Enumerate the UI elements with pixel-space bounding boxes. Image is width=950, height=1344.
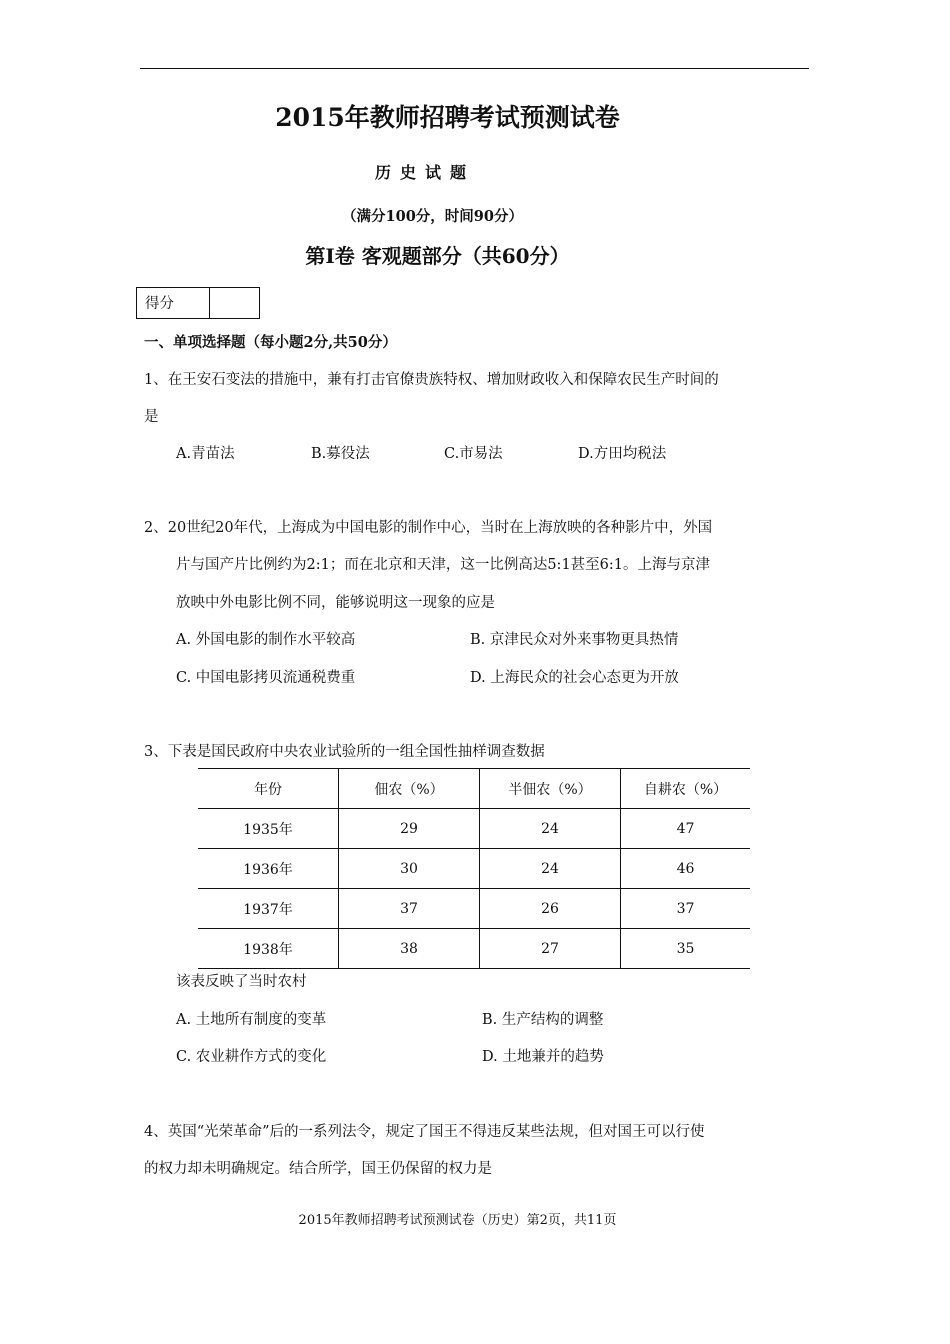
question-2-option-d: D. 上海民众的社会心态更为开放 xyxy=(470,670,679,686)
question-1-line-1: 1、在王安石变法的措施中，兼有打击官僚贵族特权、增加财政收入和保障农民生产时间的 xyxy=(144,372,719,388)
question-2-line-3: 放映中外电影比例不同，能够说明这一现象的应是 xyxy=(176,595,495,611)
table-cell: 37 xyxy=(339,889,480,929)
question-1-option-c: C.市易法 xyxy=(444,446,503,462)
table-cell: 46 xyxy=(621,849,751,889)
table-row xyxy=(198,809,750,849)
table-row xyxy=(198,889,750,929)
question-4-line-2: 的权力却未明确规定。结合所学，国王仍保留的权力是 xyxy=(144,1161,492,1177)
table-row xyxy=(198,849,750,889)
survey-table xyxy=(198,768,750,969)
question-3-after: 该表反映了当时农村 xyxy=(176,974,307,990)
table-header: 年份 xyxy=(198,769,339,809)
table-cell: 26 xyxy=(480,889,621,929)
table-cell: 37 xyxy=(621,889,751,929)
question-3-option-c: C. 农业耕作方式的变化 xyxy=(176,1049,327,1065)
page-footer: 2015年教师招聘考试预测试卷（历史）第2页，共11页 xyxy=(298,1213,617,1228)
table-cell: 30 xyxy=(339,849,480,889)
table-cell: 24 xyxy=(480,849,621,889)
table-header: 半佃农（%） xyxy=(480,769,621,809)
table-cell: 38 xyxy=(339,929,480,969)
question-2-line-1: 2、20世纪20年代，上海成为中国电影的制作中心，当时在上海放映的各种影片中，外国 xyxy=(144,520,713,536)
question-1-line-2: 是 xyxy=(144,409,159,425)
question-1-option-b: B.募役法 xyxy=(311,446,370,462)
table-header-row xyxy=(198,769,750,809)
table-header: 自耕农（%） xyxy=(621,769,751,809)
exam-note: （满分100分，时间90分） xyxy=(342,208,523,225)
question-2-option-b: B. 京津民众对外来事物更具热情 xyxy=(470,632,679,648)
table-header: 佃农（%） xyxy=(339,769,480,809)
table-cell: 1936年 xyxy=(198,849,339,889)
score-label: 得分 xyxy=(137,288,210,318)
table-cell: 24 xyxy=(480,809,621,849)
exam-title: 2015年教师招聘考试预测试卷 xyxy=(275,103,620,132)
question-1-option-d: D.方田均税法 xyxy=(578,446,667,462)
table-cell: 29 xyxy=(339,809,480,849)
question-3-option-a: A. 土地所有制度的变革 xyxy=(176,1012,327,1028)
question-2-option-c: C. 中国电影拷贝流通税费重 xyxy=(176,670,356,686)
table-cell: 35 xyxy=(621,929,751,969)
table-cell: 1937年 xyxy=(198,889,339,929)
question-2-line-2: 片与国产片比例约为2:1；而在北京和天津，这一比例高达5:1甚至6:1。上海与京津 xyxy=(176,557,711,573)
question-1-option-a: A.青苗法 xyxy=(176,446,235,462)
part-heading: 第Ⅰ卷 客观题部分（共60分） xyxy=(305,244,570,268)
table-row xyxy=(198,929,750,969)
exam-subject: 历史试题 xyxy=(374,163,475,182)
question-3-line-1: 3、下表是国民政府中央农业试验所的一组全国性抽样调查数据 xyxy=(144,744,545,760)
question-3-option-d: D. 土地兼并的趋势 xyxy=(482,1049,604,1065)
table-cell: 1938年 xyxy=(198,929,339,969)
question-4-line-1: 4、英国“光荣革命”后的一系列法令，规定了国王不得违反某些法规，但对国王可以行使 xyxy=(144,1124,705,1140)
score-box xyxy=(136,287,260,319)
question-2-option-a: A. 外国电影的制作水平较高 xyxy=(176,632,356,648)
header-rule xyxy=(140,68,809,69)
table-cell: 1935年 xyxy=(198,809,339,849)
question-3-option-b: B. 生产结构的调整 xyxy=(482,1012,604,1028)
table-cell: 27 xyxy=(480,929,621,969)
section-heading: 一、单项选择题（每小题2分,共50分） xyxy=(144,334,397,351)
table-cell: 47 xyxy=(621,809,751,849)
